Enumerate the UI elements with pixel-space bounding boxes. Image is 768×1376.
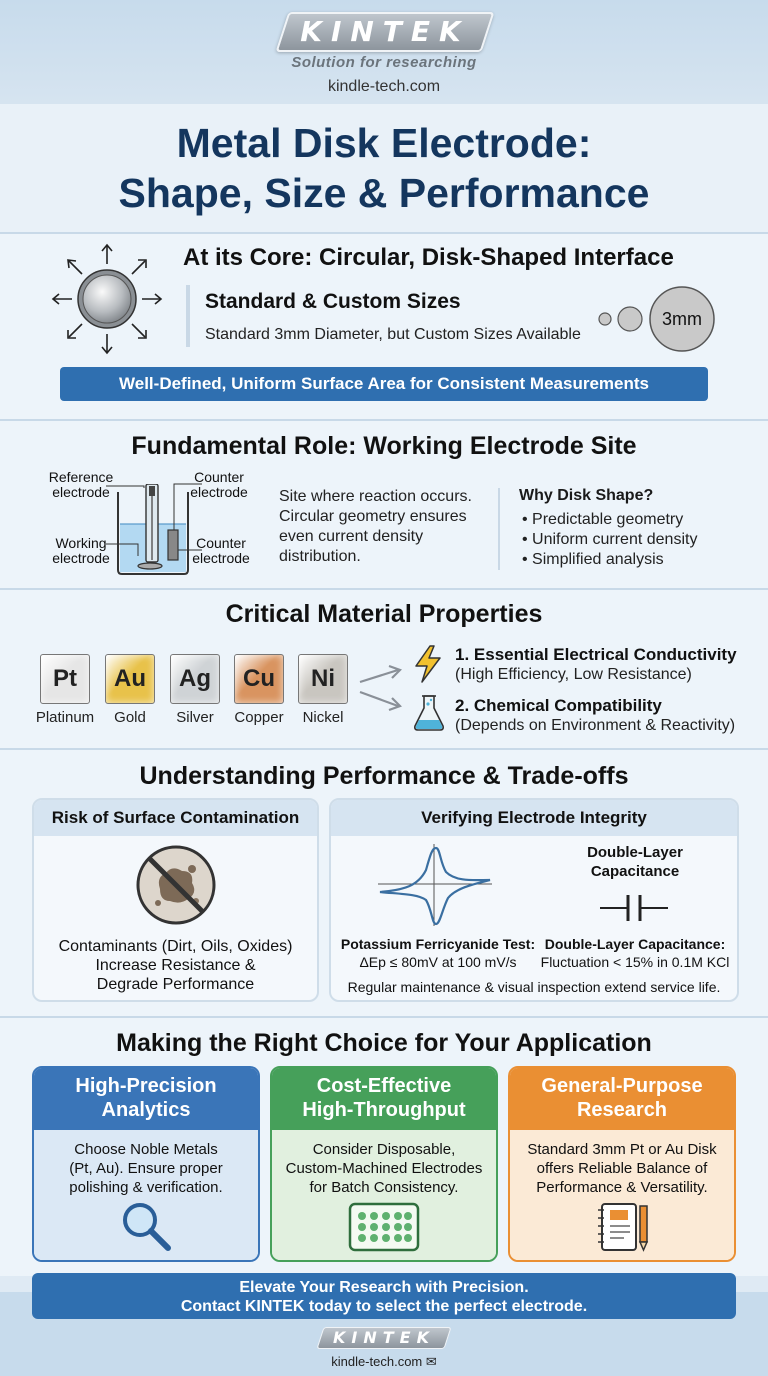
title-line-2: Shape, Size & Performance [118,170,650,216]
flask-icon [412,692,446,734]
title-line-1: Metal Disk Electrode: [176,120,592,166]
divider [186,285,190,347]
counter-electrode-label-top: Counter electrode [190,469,248,500]
metal-tile-au: Au [105,654,155,704]
site-link[interactable]: kindle-tech.com [327,78,441,95]
capacitance-test: Double-Layer Capacitance: Fluctuation < 15% in 0.1M KCl [540,936,730,970]
list-item: • Uniform current density [522,531,698,548]
magnifier-icon [118,1198,174,1254]
card-title: General-Purpose Research [510,1068,734,1130]
role-heading: Fundamental Role: Working Electrode Site [131,432,637,460]
cta-banner[interactable] [32,1273,736,1319]
card-body: Choose Noble Metals (Pt, Au). Ensure proper polishing & verification. [34,1130,258,1260]
maintenance-note: Regular maintenance & visual inspection extend service life. [347,979,721,995]
metal-tile-ni: Ni [298,654,348,704]
contamination-text: Contaminants (Dirt, Oils, Oxides) Increase Resistance & Degrade Performance [58,938,293,993]
uniform-surface-banner: Well-Defined, Uniform Surface Area for Consistent Measurements [60,367,708,401]
card-title: Cost-Effective High-Throughput [272,1068,496,1130]
reference-electrode-label: Reference electrode [48,469,114,500]
page-title [0,118,768,218]
contamination-title: Risk of Surface Contamination [34,800,317,836]
kintek-logo: KINTEK [300,15,470,48]
metal-name-ni: Nickel [302,709,344,726]
why-disk-list [522,510,697,570]
metal-name-cu: Copper [234,709,284,726]
cta-line-1: Elevate Your Research with Precision. [239,1279,529,1296]
tagline: Solution for researching [291,54,477,71]
role-description: Site where reaction occurs. Circular geometry ensures even current density distribution. [279,488,472,565]
core-heading: At its Core: Circular, Disk-Shaped Interface [183,244,674,271]
list-item: • Predictable geometry [522,511,684,528]
metal-tile-cu: Cu [234,654,284,704]
metal-tile-pt: Pt [40,654,90,704]
ferricyanide-test: Potassium Ferricyanide Test: ΔEp ≤ 80mV at 100 mV/s [340,936,536,970]
lightning-bolt-icon [412,644,444,684]
sizes-note: Standard 3mm Diameter, but Custom Sizes Available [205,326,581,343]
compatibility-sub: (Depends on Environment & Reactivity) [455,717,736,734]
metal-name-ag: Silver [176,709,214,726]
conductivity-sub: (High Efficiency, Low Resistance) [455,666,692,683]
performance-heading: Understanding Performance & Trade-offs [139,762,629,790]
well-plate-icon [348,1202,420,1252]
cta-line-2: Contact KINTEK today to select the perfect electrode. [180,1298,588,1315]
size-label: 3mm [662,309,702,329]
counter-electrode-label-bottom: Counter electrode [192,535,250,566]
materials-heading: Critical Material Properties [225,600,543,628]
cyclic-voltammogram-icon [374,840,496,930]
footer-logo: KINTEK [333,1328,435,1347]
card-title: High-Precision Analytics [34,1068,258,1130]
sizes-title: Standard & Custom Sizes [205,290,461,313]
list-item: • Simplified analysis [522,551,664,568]
why-disk-title: Why Disk Shape? [519,487,654,504]
metal-name-au: Gold [114,709,146,726]
compatibility-title: 2. Chemical Compatibility [455,696,662,715]
card-body: Consider Disposable, Custom-Machined Electrodes for Batch Consistency. [272,1130,496,1260]
choice-heading: Making the Right Choice for Your Application [116,1029,652,1057]
arrows-icon [356,660,406,716]
divider [498,488,500,570]
no-contamination-icon [134,843,218,927]
conductivity-title: 1. Essential Electrical Conductivity [455,645,737,664]
integrity-title: Verifying Electrode Integrity [331,800,737,836]
metal-name-pt: Platinum [35,709,95,726]
capacitance-label: Double-Layer Capacitance [587,844,683,880]
capacitor-icon [598,892,670,924]
disk-radiating-icon [48,240,166,358]
metal-tile-ag: Ag [170,654,220,704]
card-body: Standard 3mm Pt or Au Disk offers Reliable Balance of Performance & Versatility. [510,1130,734,1260]
footer-site-link[interactable]: kindle-tech.com ✉ [331,1354,437,1369]
notebook-pencil-icon [594,1198,652,1256]
working-electrode-label: Working electrode [52,535,110,566]
